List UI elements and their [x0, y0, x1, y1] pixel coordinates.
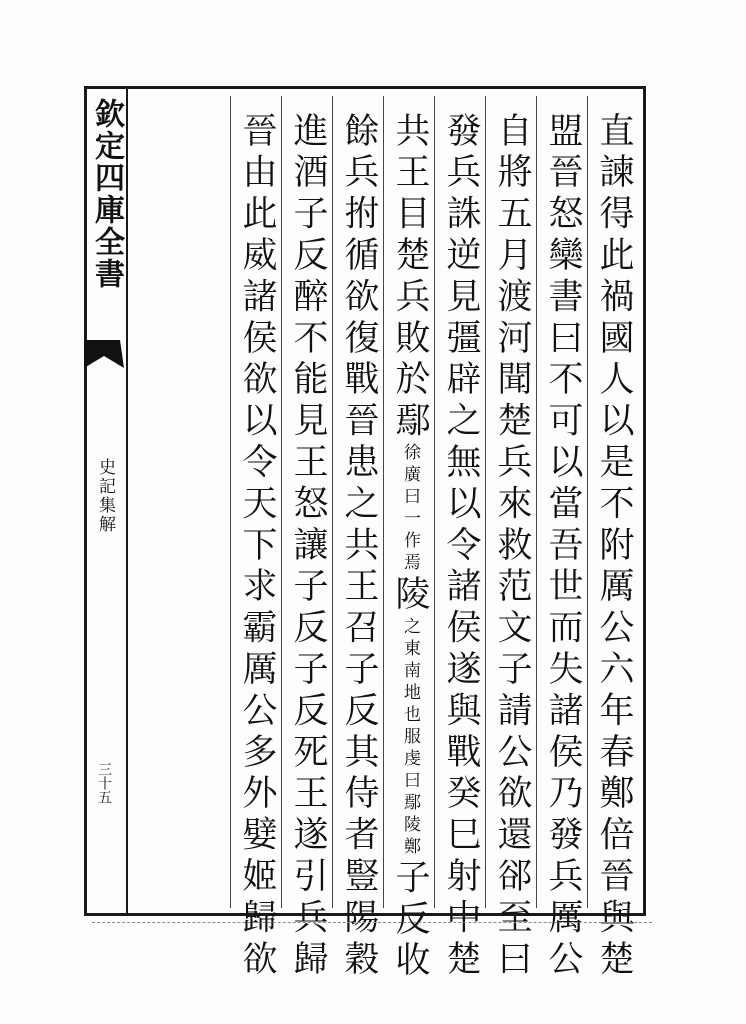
text-columns: [128, 96, 638, 983]
column-text: 餘兵拊循欲復戰晉患之共王召子反其侍者豎陽穀: [339, 112, 379, 982]
book-title: 史記集解: [95, 458, 115, 534]
fishtail-mark-icon: [84, 338, 124, 374]
main-text: 共王目楚兵敗於鄢: [390, 112, 430, 444]
text-column-6: [332, 96, 383, 982]
collection-title: 欽定四庫全書: [89, 98, 124, 290]
commentary-note: 徐廣曰一作焉: [400, 443, 420, 576]
text-column-8: [230, 96, 281, 982]
commentary-note-line: 之東南地也: [400, 616, 420, 727]
page-number: 三十五: [96, 762, 112, 804]
text-column-2: [536, 96, 587, 982]
bottom-rule: [92, 922, 652, 924]
text-column-1: [587, 96, 638, 982]
column-text: 盟晉怒欒書曰不可以當吾世而失諸侯乃發兵厲公: [543, 112, 583, 982]
column-text: 進酒子反醉不能見王怒讓子反子反死王遂引兵歸: [288, 112, 328, 982]
text-column-3: [485, 96, 536, 982]
column-text: 晉由此威諸侯欲以令天下求霸厲公多外嬖姬歸欲: [237, 112, 277, 982]
text-column-7: [281, 96, 332, 982]
main-text: 陵: [390, 575, 430, 617]
commentary-note-line: 服虔曰鄢陵鄭: [400, 726, 420, 859]
text-column-4: [434, 96, 485, 982]
page-margin-column: [84, 86, 128, 916]
column-text-mixed: [390, 112, 430, 983]
main-text: 子反收: [390, 858, 430, 983]
text-column-5: [383, 96, 434, 983]
column-text: 直諫得此禍國人以是不附厲公六年春鄭倍晉與楚: [594, 112, 634, 982]
column-text: 發兵誅逆見彊辟之無以令諸侯遂與戰癸巳射中楚: [441, 112, 481, 982]
column-text: 自將五月渡河聞楚兵來救范文子請公欲還郤至曰: [492, 112, 532, 982]
commentary-note-pair: [400, 617, 420, 859]
